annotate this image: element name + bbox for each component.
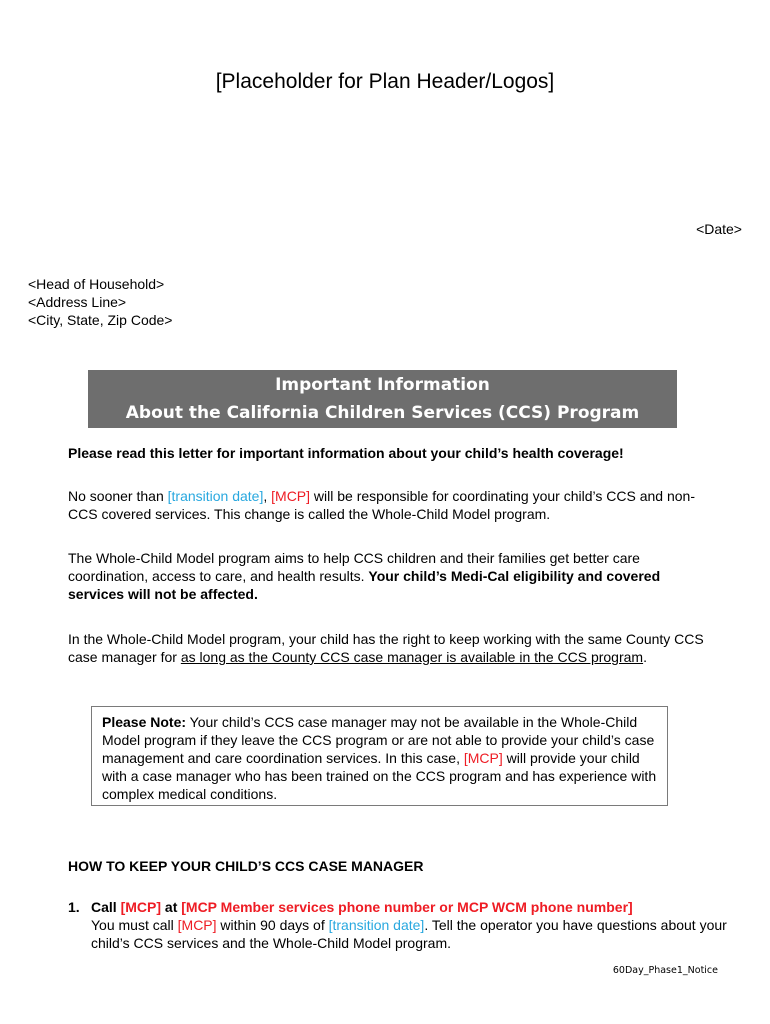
mcp-placeholder: [MCP] xyxy=(120,899,162,915)
mcp-placeholder: [MCP] xyxy=(463,750,503,766)
text: will be responsible for coordinating your child’s CCS and non-CCS covered services. This change is called the Whole-Child Model program. xyxy=(68,488,695,522)
intro-statement: Please read this letter for important information about your child’s health coverage! xyxy=(68,445,624,461)
step-number: 1. xyxy=(68,899,80,915)
text: at xyxy=(161,899,182,915)
note-box xyxy=(91,706,668,806)
step-instructions xyxy=(91,916,731,952)
phone-placeholder: [MCP Member services phone number or MCP WCM phone number] xyxy=(181,899,633,915)
plan-header-placeholder: [Placeholder for Plan Header/Logos] xyxy=(215,70,555,93)
section-title: HOW TO KEEP YOUR CHILD’S CCS CASE MANAGER xyxy=(68,858,424,874)
text: The Whole-Child Model program aims to help CCS children and their families get better care coordination, access to care, and health results. xyxy=(68,550,640,584)
text: within 90 days of xyxy=(216,917,329,933)
city-state-zip: <City, State, Zip Code> xyxy=(28,312,173,328)
mcp-placeholder: [MCP] xyxy=(177,917,217,933)
text: No sooner than xyxy=(68,488,168,504)
step-heading xyxy=(91,898,731,916)
banner-title-line2: About the California Children Services (CCS) Program xyxy=(125,403,640,423)
text: . xyxy=(643,649,647,665)
banner-title-line1: Important Information xyxy=(275,375,490,395)
recipient-address xyxy=(28,275,172,329)
eligibility-statement: Your child’s Medi-Cal eligibility and covered services will not be affected. xyxy=(68,568,661,602)
text: will provide your child with a case manager who has been trained on the CCS program and has experience with complex medical conditions. xyxy=(102,750,657,802)
paragraph-program-aims xyxy=(68,549,718,603)
paragraph-case-manager-right xyxy=(68,630,718,666)
note-label: Please Note: xyxy=(102,714,187,730)
text: Call xyxy=(91,899,121,915)
text: Your child’s CCS case manager may not be available in the Whole-Child Model program if they leave the CCS program or are not able to provide your child’s case management and care coordination services. In this case, xyxy=(102,714,655,766)
text: . Tell the operator you have questions about your child’s CCS services and the Whole-Child Model program. xyxy=(91,917,727,951)
address-line: <Address Line> xyxy=(28,294,127,310)
title-banner xyxy=(88,370,677,428)
text: You must call xyxy=(91,917,178,933)
text: , xyxy=(263,488,272,504)
transition-date-placeholder: [transition date] xyxy=(167,488,264,504)
mcp-placeholder: [MCP] xyxy=(271,488,311,504)
underlined-condition: as long as the County CCS case manager is available in the CCS program xyxy=(180,649,644,665)
step-content xyxy=(91,898,731,952)
head-of-household: <Head of Household> xyxy=(28,276,165,292)
letter-date: <Date> xyxy=(696,221,742,237)
paragraph-transition xyxy=(68,487,718,523)
transition-date-placeholder: [transition date] xyxy=(328,917,425,933)
document-footer-id: 60Day_Phase1_Notice xyxy=(612,965,718,976)
text: In the Whole-Child Model program, your child has the right to keep working with the same County CCS case manager for xyxy=(68,631,704,665)
